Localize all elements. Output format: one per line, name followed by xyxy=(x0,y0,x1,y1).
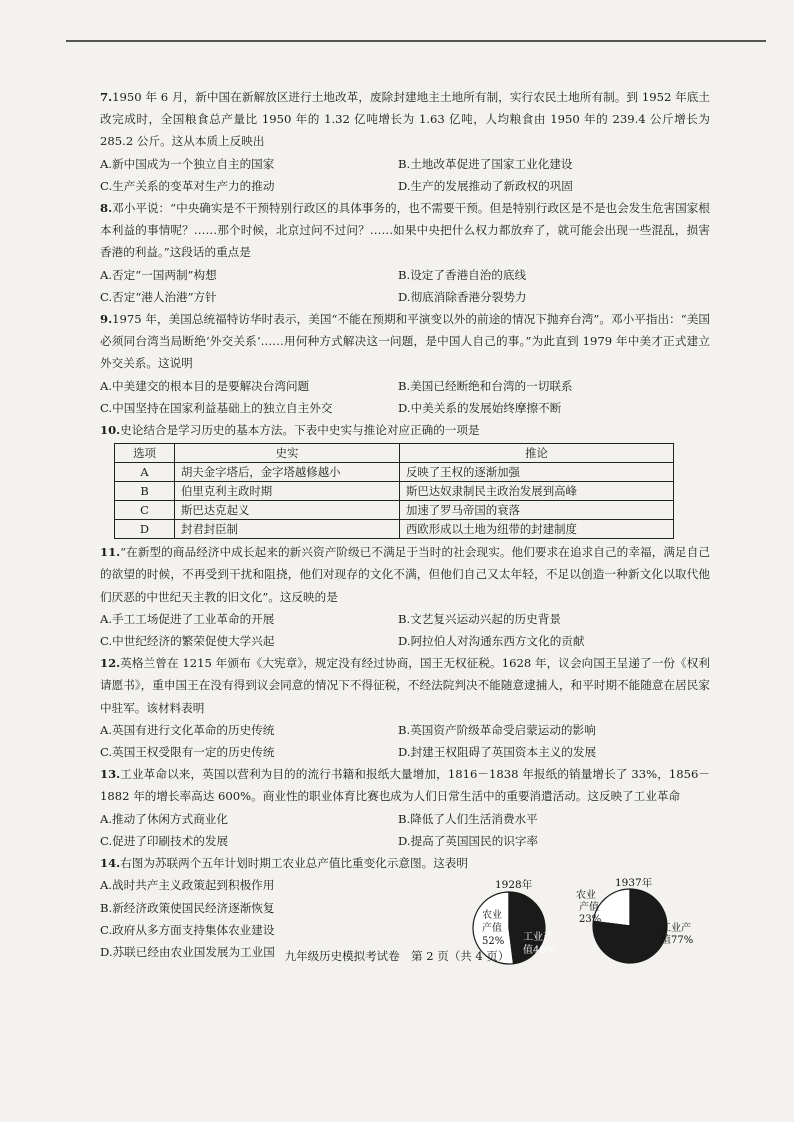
pie-title: 1937年 xyxy=(615,878,653,890)
table-cell: 胡夫金字塔后，金字塔越修越小 xyxy=(175,463,400,482)
question-stem: 1950 年 6 月，新中国在新解放区进行土地改革，废除封建地主土地所有制，实行农民土地所有制。到 1952 年底土改完成时，全国粮食总产量比 1950 年的 1.32 亿吨增长为 1.63 亿吨，人均粮食由 1950 年的 239.4 公斤增长为 285.2 公斤。这从本质上反映出 xyxy=(100,90,710,149)
pie-label: 值77% xyxy=(661,935,694,947)
table-cell: 反映了王权的逐渐加强 xyxy=(400,463,674,482)
question-stem: 1975 年，美国总统福特访华时表示，美国“不能在预期和平演变以外的前途的情况下抛弃台湾”。邓小平指出：“美国必须同台湾当局断绝‘外交关系’……用何种方式解决这一问题，是中国人自己的事。”为此直到 1979 年中美才正式建立外交关系。这说明 xyxy=(100,312,710,371)
question-stem: 英格兰曾在 1215 年颁布《大宪章》，规定没有经过协商，国王无权征税。1628 年，议会向国王呈递了一份《权利请愿书》，重申国王在没有得到议会同意的情况下不得征税，不经法院判决不能随意逮捕人，和平时期不能随意在居民家中驻军。该材料表明 xyxy=(100,656,710,715)
option-b[interactable]: B.设定了香港自治的底线 xyxy=(398,267,527,282)
option-b[interactable]: B.土地改革促进了国家工业化建设 xyxy=(398,156,573,171)
option-c[interactable]: C.生产关系的变革对生产力的推动 xyxy=(100,178,275,193)
table-cell: C xyxy=(115,501,175,520)
question-8 xyxy=(100,197,710,308)
pie-label: 产值 xyxy=(482,923,502,935)
option-d[interactable]: D.提高了英国国民的识字率 xyxy=(398,833,539,848)
pie-label: 农业 xyxy=(482,910,502,922)
option-a[interactable]: A.中美建交的根本目的是要解决台湾问题 xyxy=(100,378,310,393)
exam-page xyxy=(100,86,710,964)
question-stem: 工业革命以来，英国以营利为目的的流行书籍和报纸大量增加，1816－1838 年报纸的销量增长了 33%，1856－1882 年的增长率高达 600%。商业性的职业体育比赛也成为人们日常生活中的重要消遣活动。这反映了工业革命 xyxy=(100,767,710,804)
table-header: 推论 xyxy=(400,444,674,463)
table-row xyxy=(115,463,674,482)
table-cell: 封君封臣制 xyxy=(175,520,400,539)
option-b[interactable]: B.美国已经断绝和台湾的一切联系 xyxy=(398,378,573,393)
question-stem: “在新型的商品经济中成长起来的新兴资产阶级已不满足于当时的社会现实。他们要求在追求自己的幸福，满足自己的欲望的时候，不再受到干扰和阻挠，他们对现存的文化不满，但他们自己又太年轻，不足以创造一种新文化以取代他们厌恶的中世纪天主教的旧文化”。这反映的是 xyxy=(100,545,710,604)
page-footer: 九年级历史模拟考试卷 第 2 页（共 4 页） xyxy=(284,949,510,963)
pie-label: 工业产 xyxy=(661,923,691,935)
option-b[interactable]: B.文艺复兴运动兴起的历史背景 xyxy=(398,611,561,626)
question-number: 13. xyxy=(100,767,121,782)
option-d[interactable]: D.生产的发展推动了新政权的巩固 xyxy=(398,178,573,193)
table-cell: 伯里克利主政时期 xyxy=(175,482,400,501)
question-9 xyxy=(100,308,710,419)
table-header: 史实 xyxy=(175,444,400,463)
question-number: 8. xyxy=(100,201,113,216)
pie-label: 值48% xyxy=(523,945,556,957)
option-a[interactable]: A.英国有进行文化革命的历史传统 xyxy=(100,722,275,737)
table-header-row xyxy=(115,444,674,463)
question-stem: 邓小平说：“中央确实是不干预特别行政区的具体事务的，也不需要干预。但是特别行政区是不是也会发生危害国家根本利益的事情呢？……那个时候，北京过问不过问？……如果中央把什么权力都放弃了，就可能会出现一些混乱，损害香港的利益。”这段话的重点是 xyxy=(100,201,710,260)
option-a[interactable]: A.战时共产主义政策起到积极作用 xyxy=(100,878,275,893)
option-d[interactable]: D.封建王权阻碍了英国资本主义的发展 xyxy=(398,745,597,760)
table-cell: B xyxy=(115,482,175,501)
option-a[interactable]: A.推动了休闲方式商业化 xyxy=(100,811,228,826)
question-number: 9. xyxy=(100,312,113,327)
option-a[interactable]: A.新中国成为一个独立自主的国家 xyxy=(100,156,275,171)
question-number: 11. xyxy=(100,545,121,560)
option-b[interactable]: B.降低了人们生活消费水平 xyxy=(398,811,538,826)
history-table xyxy=(114,443,674,539)
option-c[interactable]: C.政府从多方面支持集体农业建设 xyxy=(100,922,275,937)
table-row xyxy=(115,520,674,539)
table-row xyxy=(115,501,674,520)
pie-label: 23% xyxy=(579,914,602,926)
option-c[interactable]: C.中世纪经济的繁荣促使大学兴起 xyxy=(100,634,275,649)
question-10 xyxy=(100,419,710,539)
option-c[interactable]: C.英国王权受限有一定的历史传统 xyxy=(100,745,275,760)
pie-label: 农业 xyxy=(576,890,596,902)
question-number: 10. xyxy=(100,423,121,438)
question-11 xyxy=(100,541,710,652)
option-d[interactable]: D.中美关系的发展始终摩擦不断 xyxy=(398,400,562,415)
pie-label: 工业产 xyxy=(523,932,553,944)
question-13 xyxy=(100,763,710,852)
option-a[interactable]: A.否定“一国两制”构想 xyxy=(100,267,217,282)
option-c[interactable]: C.中国坚持在国家利益基础上的独立自主外交 xyxy=(100,400,333,415)
table-cell: 斯巴达奴隶制民主政治发展到高峰 xyxy=(400,482,674,501)
question-number: 7. xyxy=(100,90,113,104)
pie-title: 1928年 xyxy=(495,879,533,892)
option-d[interactable]: D.苏联已经由农业国发展为工业国 xyxy=(100,944,275,959)
table-header: 选项 xyxy=(115,444,175,463)
question-stem: 右图为苏联两个五年计划时期工农业总产值比重变化示意图。这表明 xyxy=(120,856,468,871)
option-b[interactable]: B.新经济政策使国民经济逐渐恢复 xyxy=(100,900,275,915)
table-row xyxy=(115,482,674,501)
option-c[interactable]: C.否定“港人治港”方针 xyxy=(100,289,217,304)
question-number: 14. xyxy=(100,856,121,871)
question-stem: 史论结合是学习历史的基本方法。下表中史实与推论对应正确的一项是 xyxy=(120,423,480,438)
pie-label: 52% xyxy=(482,936,505,948)
option-d[interactable]: D.彻底消除香港分裂势力 xyxy=(398,289,527,304)
table-cell: 斯巴达克起义 xyxy=(175,501,400,520)
header-rule xyxy=(66,40,766,42)
table-cell: A xyxy=(115,463,175,482)
question-number: 12. xyxy=(100,656,121,671)
option-a[interactable]: A.手工工场促进了工业革命的开展 xyxy=(100,611,275,626)
pie-label: 产值 xyxy=(579,902,599,914)
table-cell: 西欧形成以土地为纽带的封建制度 xyxy=(400,520,674,539)
option-d[interactable]: D.阿拉伯人对沟通东西方文化的贡献 xyxy=(398,634,585,649)
option-b[interactable]: B.英国资产阶级革命受启蒙运动的影响 xyxy=(398,722,596,737)
question-7 xyxy=(100,86,710,197)
table-cell: 加速了罗马帝国的衰落 xyxy=(400,501,674,520)
question-12 xyxy=(100,652,710,763)
table-cell: D xyxy=(115,520,175,539)
option-c[interactable]: C.促进了印刷技术的发展 xyxy=(100,833,229,848)
